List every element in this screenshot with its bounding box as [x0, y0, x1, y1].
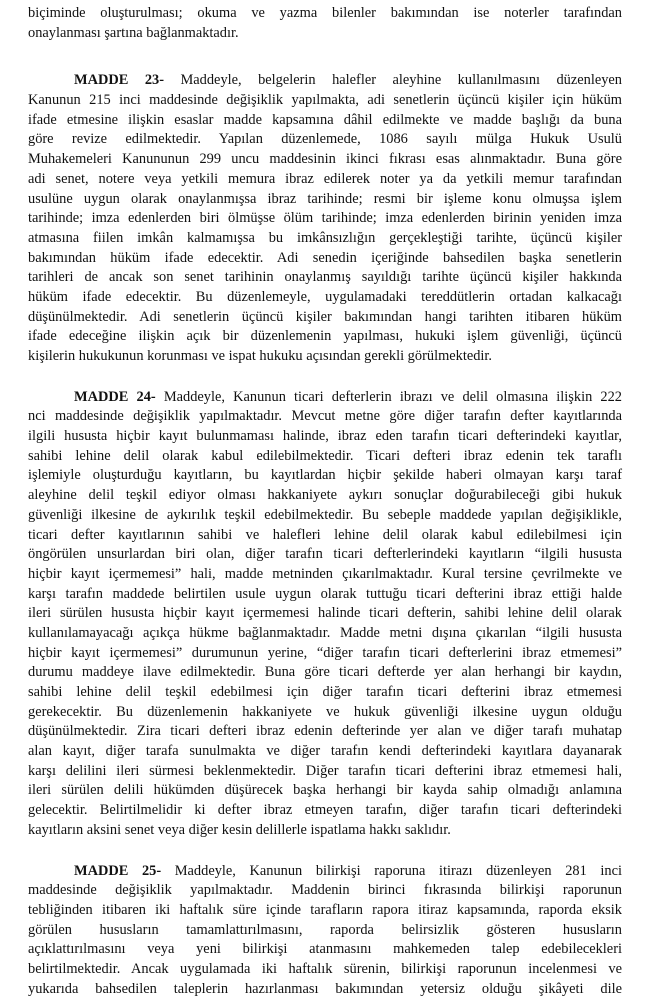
text-line: kullanılamayacağı açıkça hükme bağlanmaktadır. Madde metni dışına çıkarılan “ilgili hususta	[28, 624, 622, 644]
text-line: maddesinde değişiklik yapılmaktadır. Maddenin birinci fıkrasında bilirkişi raporunun	[28, 881, 622, 901]
text-line: düşünülmektedir. Zira ticari defteri ibraz edenin defterinde yer alan ve diğer tarafı muhatap	[28, 722, 622, 742]
text-line: ifade etmesine ilişkin esaslar madde kapsamına dâhil edilmekte ve madde başlığı da buna	[28, 111, 622, 131]
text-line: belirtilmektedir. Ancak uygulamada iki haftalık sürenin, bilirkişi raporunun incelenmesi ve	[28, 960, 622, 980]
text-line: Maddeyle, belgelerin halefler aleyhine kullanılmasını düzenleyen	[164, 72, 622, 88]
text-line: işlemiyle oluşturduğu kayıtların, bu kayıtlardan hiçbir şekilde haberi olmayan karşı taraf	[28, 466, 622, 486]
text-line: görülen hususların tamamlattırılmasını, raporda belirsizlik gösteren hususların	[28, 921, 622, 941]
text-line: ilgili hususta hiçbir kayıt bulunmaması halinde, ibraz eden tarafın ticari defterindeki kayıtlar,	[28, 427, 622, 447]
paragraph-first-line	[28, 862, 622, 882]
text-line: tarihleri de ancak son senet tarihinin onaylanmış sayıldığı tarihte üçüncü kişiler hakkında	[28, 268, 622, 288]
text-line: yukarıda bahsedilen taleplerin hazırlanması bakımından yetersiz olduğu şikâyeti dile	[28, 980, 622, 999]
madde-25-paragraph	[28, 862, 622, 999]
text-line: atmasına fiilen imkân kalmamışsa bu imkânsızlığın gerçekleştiği tarihte, üçüncü kişiler	[28, 229, 622, 249]
text-line: tarihinde; imza edenlerden biri ölmüşse ölüm tarihinde; imza edenlerden birinin yeniden imza	[28, 209, 622, 229]
paragraph-first-line	[28, 388, 622, 408]
text-line: kişilerin hukukunun korunması ve ispat hukuku açısından gerekli görülmektedir.	[28, 347, 622, 367]
text-line: güvenliği ilkesine de aykırılık teşkil edebilmektedir. Bu sebeple maddede yapılan değişiklikle,	[28, 506, 622, 526]
text-line: usulüne uygun olarak onaylanmışsa ibraz tarihinde; resmi bir işleme konu olmuşsa işlem	[28, 190, 622, 210]
text-line: göre revize edilmektedir. Yapılan düzenlemede, 1086 sayılı mülga Hukuk Usulü	[28, 130, 622, 150]
text-line: hüküm ifade edecektir. Bu düzenlemeyle, uygulamadaki tereddütlerin ortadan kalkacağı	[28, 288, 622, 308]
text-line: Muhakemeleri Kanununun 299 uncu maddesinin ikinci fıkrası esas alınmaktadır. Buna göre	[28, 150, 622, 170]
intro-paragraph	[28, 4, 622, 43]
madde-23-paragraph	[28, 71, 622, 366]
madde-24-paragraph	[28, 388, 622, 841]
madde-24-heading: MADDE 24-	[74, 389, 156, 405]
text-line: tebliğinden itibaren iki haftalık süre içinde tarafların rapora itiraz kapsamında, raporda eksik	[28, 901, 622, 921]
madde-25-heading: MADDE 25-	[74, 863, 161, 879]
text-line: sahibi lehine delil teşkil edebilmesi için diğer tarafın ticari defterini ibraz etmemesi	[28, 683, 622, 703]
paragraph-first-line	[28, 71, 622, 91]
text-line: nci maddesinde değişiklik yapılmaktadır. Mevcut metne göre diğer tarafın defter kayıtlarında	[28, 407, 622, 427]
text-line: öngörülen unsurlardan biri olan, diğer tarafın ticari defterlerindeki kayıtların “ilgili hususta	[28, 545, 622, 565]
text-line: Kanunun 215 inci maddesinde değişiklik yapılmakta, adi senetlerin üçüncü kişiler için hüküm	[28, 91, 622, 111]
text-line: gelecektir. Belirtilmelidir ki defter ibraz etmeyen tarafın, diğer tarafın ticari defterindeki	[28, 801, 622, 821]
text-line: ifade edeceğine ilişkin açık bir düzenlemenin yapılması, hukuki işlem güvenliği, üçüncü	[28, 327, 622, 347]
text-line: adi senet, notere veya yetkili memura ibraz edilerek noter ya da yetkili memur tarafından	[28, 170, 622, 190]
text-line: bakımından hüküm ifade edecektir. Adi senedin içeriğinde bahsedilen başka senetlerin	[28, 249, 622, 269]
text-line: karşı tarafın maddede belirtilen usule uygun olarak tuttuğu ticari defterini ibraz ettiği halde	[28, 585, 622, 605]
text-line: aleyhine delil teşkil ediyor olması hakkaniyete aykırı sonuçlar doğurabileceği gibi hukuk	[28, 486, 622, 506]
text-line: kayıtların aksini senet veya diğer kesin delillerle ispatlama hakkı saklıdır.	[28, 821, 622, 841]
text-line: düşünülmektedir. Adi senetlerin üçüncü kişiler bakımından hangi tarihten itibaren hüküm	[28, 308, 622, 328]
text-line: alan kayıt, diğer tarafa sunulmakta ve diğer tarafın kendi defterindeki kayıtlara dayanarak	[28, 742, 622, 762]
text-line: gerekecektir. Bu düzenlemenin hakkaniyete ve hukuk güvenliği ilkesine uygun olduğu	[28, 703, 622, 723]
text-line: biçiminde oluşturulması; okuma ve yazma bilenler bakımından ise noterler tarafından	[28, 4, 622, 24]
text-line: ileri sürülen delili hükümden düşürecek başka herhangi bir kayda sahip olmadığı anlamına	[28, 781, 622, 801]
text-line: karşı delilini ileri sürmesi beklenmektedir. Diğer tarafın ticari defterini ibraz etmemesi hali,	[28, 762, 622, 782]
text-line: Maddeyle, Kanunun bilirkişi raporuna itirazı düzenleyen 281 inci	[161, 863, 622, 879]
text-line: sahibi lehine delil olarak kabul edilebilmektedir. Ticari defteri ibraz edenin tek taraflı	[28, 447, 622, 467]
madde-23-heading: MADDE 23-	[74, 72, 164, 88]
text-line: Maddeyle, Kanunun ticari defterlerin ibrazı ve delil olmasına ilişkin 222	[156, 389, 622, 405]
text-line: hiçbir kayıt içermemesi” hali, madde metninden çıkarılmaktadır. Kural tersine çevrilmekte ve	[28, 565, 622, 585]
text-line: onaylanması şartına bağlanmaktadır.	[28, 24, 622, 44]
text-line: açıklattırılmasını veya yeni bilirkişi atanmasını mahkemeden talep edebilecekleri	[28, 940, 622, 960]
text-line: durumu maddeye ilave edilmektedir. Buna göre ticari defterde yer alan herhangi bir kaydın,	[28, 663, 622, 683]
text-line: hiçbir kayıt içermemesi” durumunun yerine, “diğer tarafın ticari defterlerini ibraz etmemesi”	[28, 644, 622, 664]
text-line: ticari defter kayıtlarının sahibi ve halefleri lehine delil olarak kabul edilebilmesi için	[28, 526, 622, 546]
document-page	[28, 4, 622, 999]
text-line: ileri sürülen hususta hiçbir kayıt içermemesi halinde ticari defterin, sahibi lehine delil olarak	[28, 604, 622, 624]
